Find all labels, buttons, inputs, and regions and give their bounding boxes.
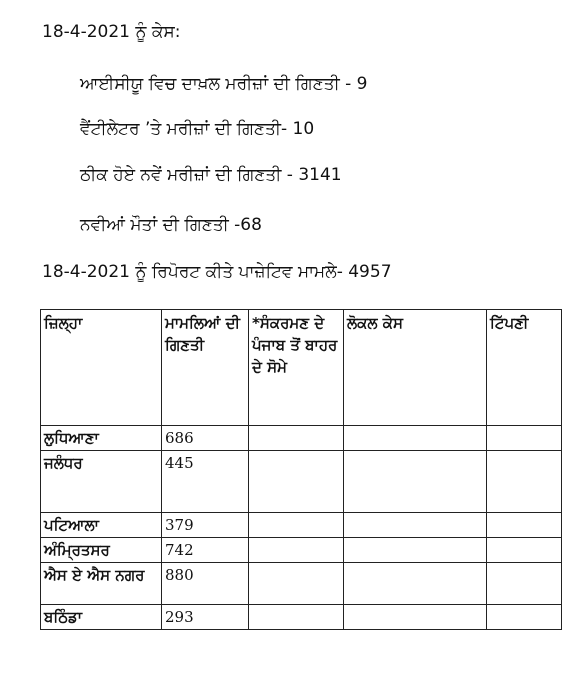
local-cases-cell [344,513,487,538]
count-cell: 742 [162,538,249,563]
header-case-count: ਮਾਮਲਿਆਂ ਦੀ ਗਿਣਤੀ [162,310,249,426]
remark-cell [487,426,562,451]
remark-cell [487,513,562,538]
local-cases-cell [344,426,487,451]
outside-source-cell [249,538,344,563]
table-row [41,451,562,513]
remark-cell [487,605,562,630]
table-row [41,605,562,630]
icu-patients-count: ਆਈਸੀਯੂ ਵਿਚ ਦਾਖ਼ਲ ਮਰੀਜ਼ਾਂ ਦੀ ਗਿਣਤੀ - 9 [80,74,368,94]
district-cell: ਲੁਧਿਆਣਾ [41,426,162,451]
remark-cell [487,563,562,605]
local-cases-cell [344,605,487,630]
ventilator-patients-count: ਵੈਂਟੀਲੇਟਰ ’ਤੇ ਮਰੀਜ਼ਾਂ ਦੀ ਗਿਣਤੀ- 10 [80,119,315,139]
district-cell: ਅੰਮ੍ਰਿਤਸਰ [41,538,162,563]
outside-source-cell [249,605,344,630]
outside-source-cell [249,563,344,605]
district-cell: ਜਲੰਧਰ [41,451,162,513]
header-local-cases: ਲੋਕਲ ਕੇਸ [344,310,487,426]
table-row [41,538,562,563]
table-row [41,563,562,605]
reported-positive-heading: 18-4-2021 ਨੂੰ ਰਿਪੋਰਟ ਕੀਤੇ ਪਾਜ਼ੇਟਿਵ ਮਾਮਲੇ- 4957 [42,262,392,282]
local-cases-cell [344,538,487,563]
district-cases-table [40,309,562,630]
header-district: ਜ਼ਿਲ੍ਹਾ [41,310,162,426]
cases-date-heading: 18-4-2021 ਨੂੰ ਕੇਸ: [42,22,181,42]
remark-cell [487,451,562,513]
remark-cell [487,538,562,563]
count-cell: 293 [162,605,249,630]
count-cell: 379 [162,513,249,538]
count-cell: 445 [162,451,249,513]
count-cell: 880 [162,563,249,605]
header-outside-source: *ਸੰਕਰਮਣ ਦੇ ਪੰਜਾਬ ਤੋਂ ਬਾਹਰ ਦੇ ਸੋਮੇ [249,310,344,426]
header-remark: ਟਿੱਪਣੀ [487,310,562,426]
count-cell: 686 [162,426,249,451]
district-cell: ਬਠਿੰਡਾ [41,605,162,630]
local-cases-cell [344,563,487,605]
new-deaths-count: ਨਵੀਆਂ ਮੌਤਾਂ ਦੀ ਗਿਣਤੀ -68 [80,215,262,235]
district-cell: ਐਸ ਏ ਐਸ ਨਗਰ [41,563,162,605]
district-cell: ਪਟਿਆਲਾ [41,513,162,538]
table-row [41,513,562,538]
table-header-row [41,310,562,426]
local-cases-cell [344,451,487,513]
outside-source-cell [249,426,344,451]
recovered-patients-count: ਠੀਕ ਹੋਏ ਨਵੇਂ ਮਰੀਜ਼ਾਂ ਦੀ ਗਿਣਤੀ - 3141 [80,165,342,185]
outside-source-cell [249,513,344,538]
table-row [41,426,562,451]
outside-source-cell [249,451,344,513]
